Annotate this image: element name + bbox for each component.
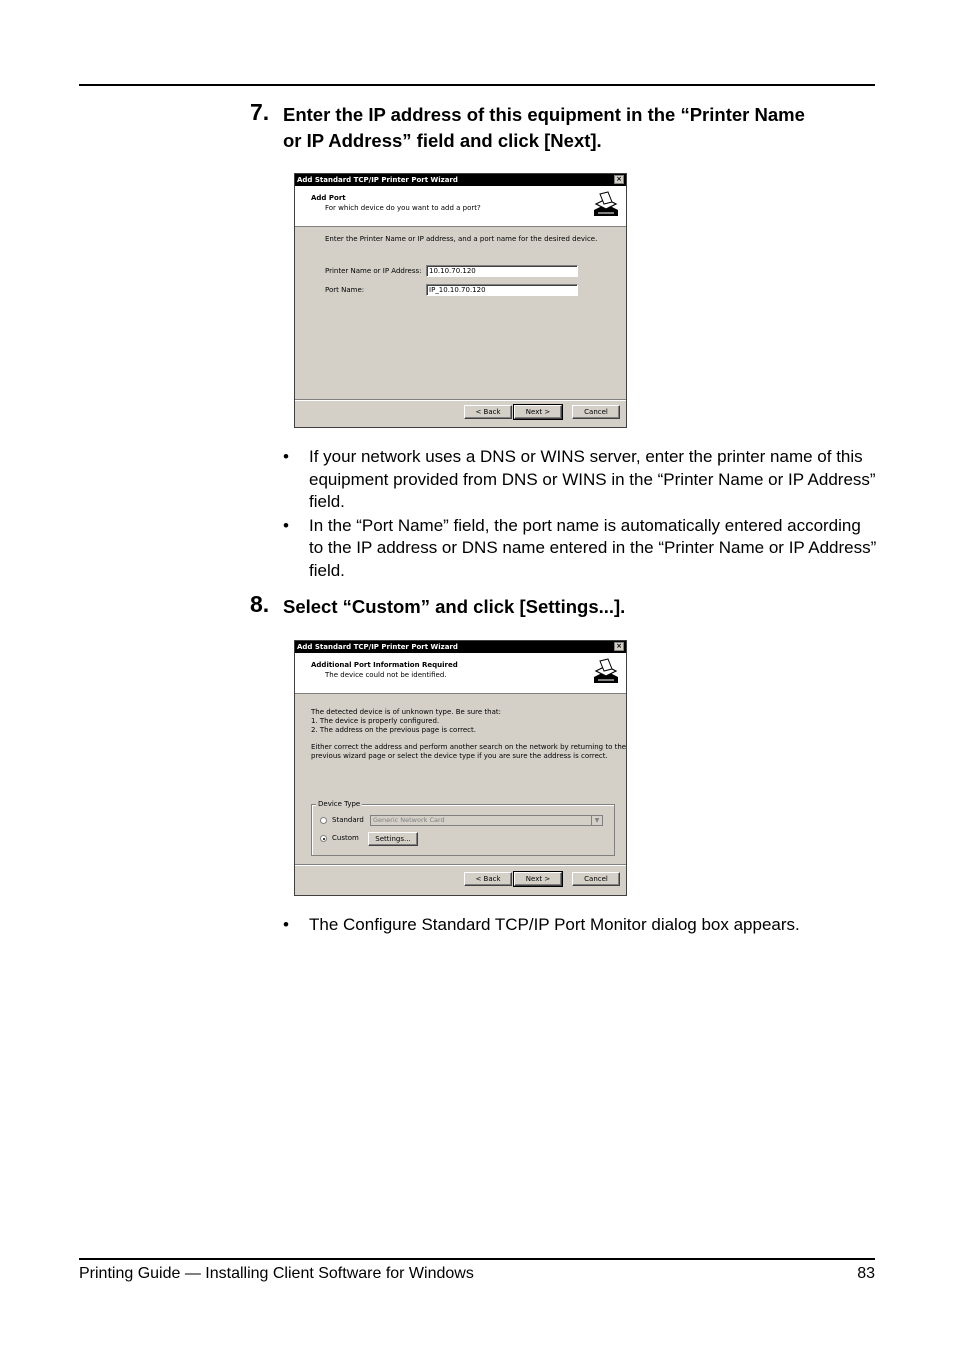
step-7-number: 7.	[250, 99, 270, 125]
wizard-header-subtitle: The device could not be identified.	[325, 671, 447, 679]
list-item: • In the “Port Name” field, the port name is automatically entered according to the IP address or DNS name entered in the “Printer Name or IP Address” field.	[283, 515, 877, 580]
dialog-body	[295, 694, 626, 896]
bullet-icon: •	[283, 515, 289, 535]
dialog-body	[295, 227, 626, 417]
device-type-select	[370, 815, 603, 826]
step-7-notes	[283, 446, 878, 583]
list-item: • The Configure Standard TCP/IP Port Monitor dialog box appears.	[283, 914, 878, 937]
device-type-value: Generic Network Card	[373, 816, 445, 824]
device-type-group	[311, 800, 615, 856]
correction-text-1: Either correct the address and perform another search on the network by returning to the	[311, 743, 627, 751]
unknown-device-text: The detected device is of unknown type. Be sure that:	[311, 708, 501, 716]
wizard-header	[295, 186, 626, 227]
step-8-line-1: Select “Custom” and click [Settings...].	[283, 596, 626, 617]
button-separator	[295, 399, 626, 401]
step-7-line-1: Enter the IP address of this equipment in the “Printer Name	[283, 104, 805, 125]
printer-wizard-icon	[590, 657, 622, 689]
next-button[interactable]: Next >	[514, 405, 562, 419]
cancel-button[interactable]: Cancel	[572, 872, 620, 886]
next-button[interactable]: Next >	[514, 872, 562, 886]
dialog-titlebar	[295, 174, 626, 186]
bullet-icon: •	[283, 915, 289, 934]
printer-name-label: Printer Name or IP Address:	[325, 267, 422, 275]
back-button[interactable]: < Back	[464, 872, 512, 886]
header-rule	[79, 84, 875, 86]
list-item: • If your network uses a DNS or WINS server, enter the printer name of this equipment provided from DNS or WINS in the “Printer Name or IP Address” field.	[283, 447, 876, 511]
wizard-header	[295, 653, 626, 694]
standard-radio[interactable]	[320, 817, 327, 824]
add-port-dialog	[294, 173, 627, 428]
footer-rule	[79, 1258, 875, 1260]
step-8-instruction	[283, 594, 873, 620]
close-icon[interactable]: ×	[614, 175, 624, 184]
device-type-legend: Device Type	[318, 800, 361, 808]
step-8-notes	[283, 914, 878, 938]
dialog-titlebar	[295, 641, 626, 653]
step-7-instruction	[283, 102, 873, 154]
custom-radio[interactable]	[320, 835, 327, 842]
standard-label: Standard	[332, 816, 364, 824]
step-7-line-2: or IP Address” field and click [Next].	[283, 130, 602, 151]
printer-wizard-icon	[590, 190, 622, 222]
page-number: 83	[857, 1265, 875, 1282]
wizard-header-subtitle: For which device do you want to add a port?	[325, 204, 481, 212]
correction-text-2: previous wizard page or select the device type if you are sure the address is correct.	[311, 752, 608, 760]
settings-button[interactable]: Settings...	[368, 832, 418, 846]
check-item-2: 2. The address on the previous page is correct.	[311, 726, 476, 734]
port-name-input[interactable]: IP_10.10.70.120	[426, 284, 578, 296]
button-separator	[295, 864, 626, 866]
close-icon[interactable]: ×	[614, 642, 624, 651]
dialog-title: Add Standard TCP/IP Printer Port Wizard	[297, 643, 458, 651]
cancel-button[interactable]: Cancel	[572, 405, 620, 419]
custom-label: Custom	[332, 834, 359, 842]
printer-name-input[interactable]: 10.10.70.120	[426, 265, 578, 277]
chevron-down-icon: ▼	[591, 816, 602, 825]
wizard-header-title: Additional Port Information Required	[311, 661, 458, 669]
port-name-label: Port Name:	[325, 286, 365, 294]
footer-title: Printing Guide — Installing Client Software for Windows	[79, 1265, 474, 1282]
check-item-1: 1. The device is properly configured.	[311, 717, 440, 725]
back-button[interactable]: < Back	[464, 405, 512, 419]
wizard-header-title: Add Port	[311, 194, 346, 202]
bullet-icon: •	[283, 447, 289, 466]
additional-port-info-dialog	[294, 640, 627, 896]
dialog-title: Add Standard TCP/IP Printer Port Wizard	[297, 176, 458, 184]
instruction-text: Enter the Printer Name or IP address, and a port name for the desired device.	[325, 235, 598, 243]
step-8-number: 8.	[250, 591, 270, 617]
